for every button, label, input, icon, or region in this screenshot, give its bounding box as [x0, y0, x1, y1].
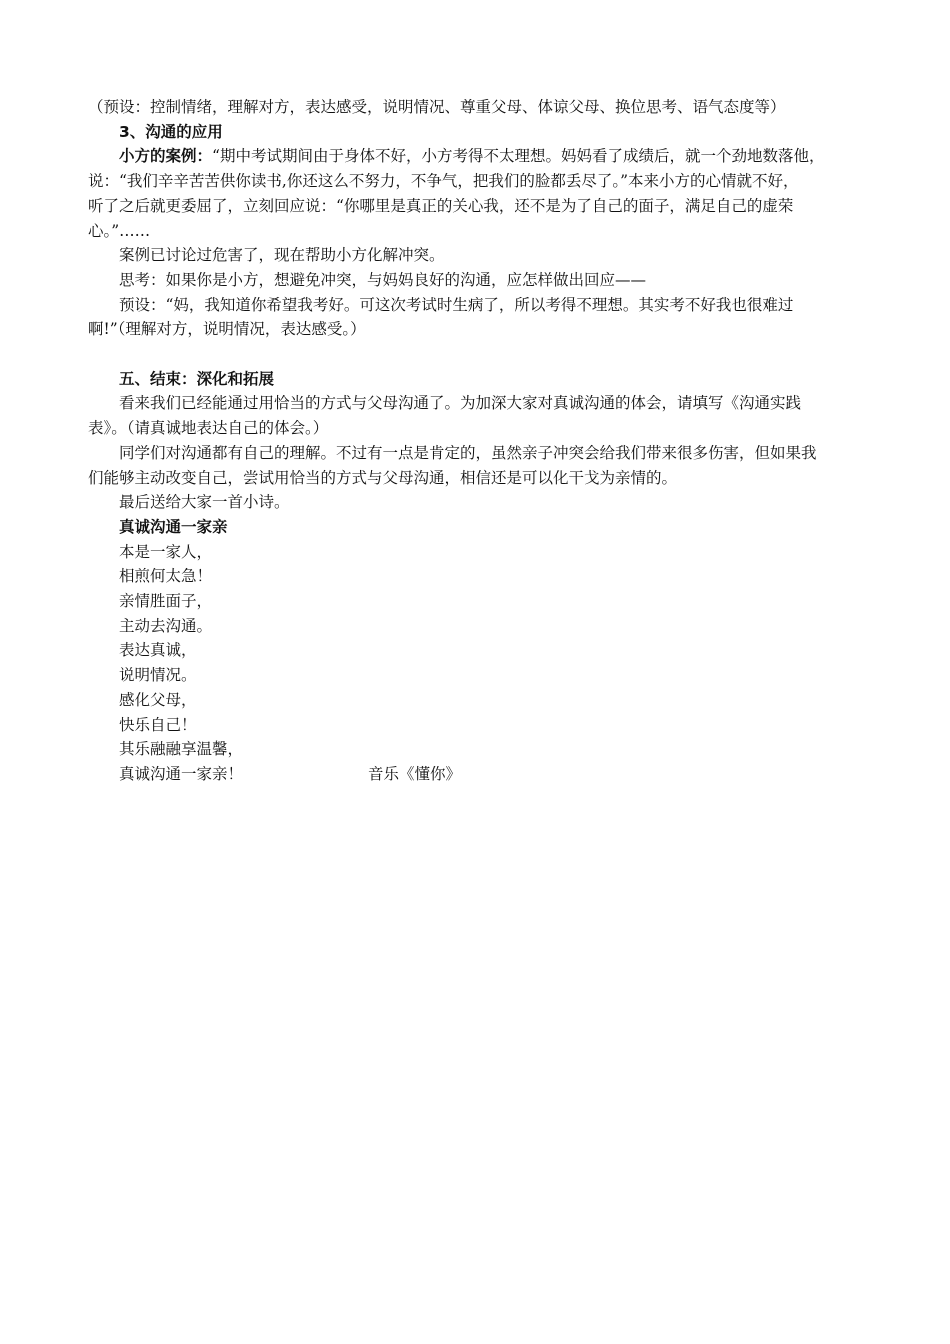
discussed-line: 案例已讨论过危害了，现在帮助小方化解冲突。: [119, 246, 445, 265]
poem-line: 本是一家人，: [119, 542, 213, 561]
paragraph-1-line-2: 表》。（请真诚地表达自己的体会。）: [88, 419, 329, 438]
poem-intro: 最后送给大家一首小诗。: [119, 493, 290, 512]
preset-answer-line-1: 预设：“妈，我知道你希望我考好。可这次考试时生病了，所以考得不理想。其实考不好我也很难过: [119, 295, 794, 314]
section-3-heading: 3、沟通的应用: [119, 122, 223, 141]
paragraph-2-line-2: 们能够主动改变自己，尝试用恰当的方式与父母沟通，相信还是可以化干戈为亲情的。: [88, 468, 678, 487]
preset-line: （预设：控制情绪，理解对方，表达感受，说明情况、尊重父母、体谅父母、换位思考、语气态度等）: [88, 98, 786, 116]
case-paragraph-line-4: 心。”……: [88, 221, 151, 240]
poem-line: 其乐融融享温馨，: [119, 740, 244, 759]
poem-last-line: [88, 762, 870, 787]
poem-line: 感化父母，: [119, 690, 197, 709]
poem-body: [88, 540, 870, 787]
poem-line: 说明情况。: [119, 666, 197, 685]
document-body: [88, 95, 870, 787]
poem-line: 相煎何太急！: [119, 567, 213, 586]
poem-final-verse: 真诚沟通一家亲！: [119, 764, 244, 783]
blank-line: [88, 342, 870, 367]
case-paragraph-line-3: 听了之后就更委屈了，立刻回应说：“你哪里是真正的关心我，还不是为了自己的面子，满足自己的虚荣: [88, 196, 794, 215]
preset-answer-line-2: 啊!”（理解对方，说明情况，表达感受。）: [88, 320, 366, 339]
poem-title: 真诚沟通一家亲: [119, 517, 228, 536]
poem-line: 快乐自己！: [119, 715, 197, 734]
think-line: 思考：如果你是小方，想避免冲突，与妈妈良好的沟通，应怎样做出回应——: [119, 270, 647, 289]
case-label: 小方的案例：: [119, 147, 213, 166]
case-paragraph-line-1: [88, 144, 870, 169]
paragraph-1-line-1: 看来我们已经能通过用恰当的方式与父母沟通了。为加深大家对真诚沟通的体会，请填写《沟通实践: [119, 394, 802, 413]
case-text-1: “期中考试期间由于身体不好，小方考得不太理想。妈妈看了成绩后，就一个劲地数落他，: [212, 147, 825, 166]
paragraph-2-line-1: 同学们对沟通都有自己的理解。不过有一点是肯定的，虽然亲子冲突会给我们带来很多伤害，但如果我: [119, 443, 817, 462]
case-paragraph-line-2: 说：“我们辛辛苦苦供你读书,你还这么不努力，不争气，把我们的脸都丢尽了。”本来小方的心情就不好，: [88, 172, 799, 191]
section-5-heading: 五、结束：深化和拓展: [119, 369, 275, 388]
poem-line: 主动去沟通。: [119, 616, 213, 635]
music-note: 音乐《懂你》: [368, 764, 462, 783]
poem-line: 亲情胜面子，: [119, 592, 213, 611]
poem-line: 表达真诚，: [119, 641, 197, 660]
